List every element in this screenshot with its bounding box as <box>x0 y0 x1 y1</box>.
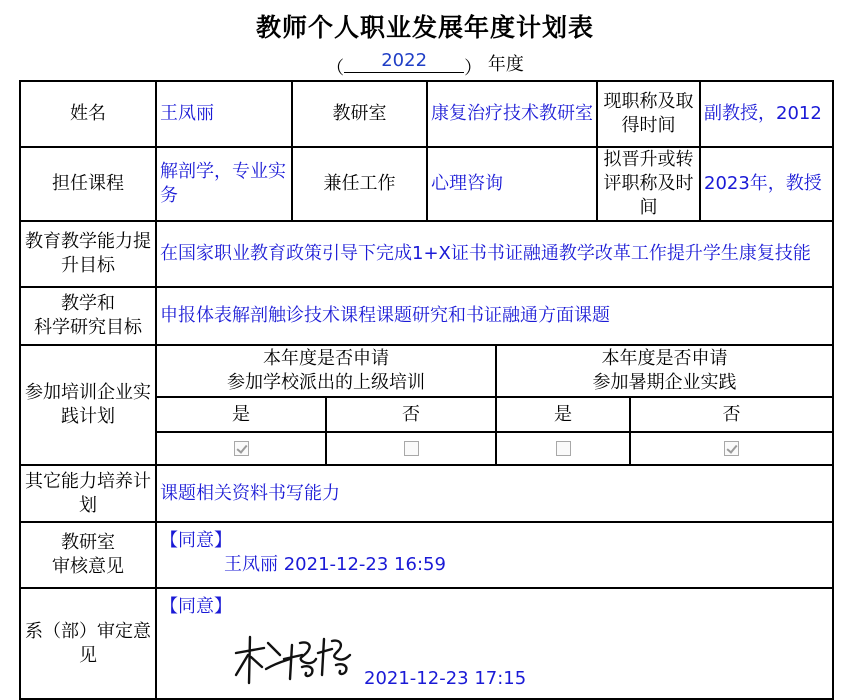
plan-table <box>19 80 834 700</box>
teaching-goal-label: 教育教学能力提升目标 <box>20 221 156 287</box>
teaching-goal-value[interactable]: 在国家职业教育政策引导下完成1+X证书书证融通教学改革工作提升学生康复技能 <box>156 221 833 287</box>
school-no-checkbox[interactable] <box>404 441 419 456</box>
review-label <box>20 522 156 588</box>
research-goal-value[interactable]: 申报体表解剖触诊技术课程课题研究和书证融通方面课题 <box>156 287 833 345</box>
page-title: 教师个人职业发展年度计划表 <box>255 13 594 42</box>
title-value[interactable]: 副教授，2012 <box>700 81 833 147</box>
research-goal-label-line2: 科学研究目标 <box>34 317 142 338</box>
enterprise-no-label: 否 <box>630 397 833 432</box>
review-cell <box>156 522 833 588</box>
enterprise-practice-header-line2: 参加暑期企业实践 <box>592 372 737 393</box>
year-close-paren: ） <box>464 58 483 79</box>
school-training-header-line1: 本年度是否申请 <box>263 348 389 369</box>
review-label-line2: 审核意见 <box>52 556 124 577</box>
review-opinion-block <box>160 529 829 587</box>
year-field[interactable]: 2022 <box>344 50 464 73</box>
enterprise-yes-cell <box>496 432 630 465</box>
enterprise-practice-header-line1: 本年度是否申请 <box>601 348 728 369</box>
promo-value[interactable]: 2023年，教授 <box>700 147 833 221</box>
research-goal-label <box>20 287 156 345</box>
enterprise-yes-checkbox[interactable] <box>556 441 571 456</box>
parttime-label: 兼任工作 <box>292 147 427 221</box>
approval-opinion-block <box>160 595 829 697</box>
school-training-header <box>156 345 496 397</box>
enterprise-yes-label: 是 <box>496 397 630 432</box>
approval-opinion: 【同意】 <box>160 596 232 617</box>
dept-value[interactable]: 康复治疗技术教研室 <box>427 81 597 147</box>
other-ability-label: 其它能力培养计划 <box>20 465 156 522</box>
research-goal-label-line1: 教学和 <box>61 293 115 314</box>
dept-label: 教研室 <box>292 81 427 147</box>
course-value[interactable]: 解剖学，专业实务 <box>156 147 292 221</box>
approval-cell <box>156 588 833 699</box>
promo-label: 拟晋升或转评职称及时间 <box>597 147 700 221</box>
school-yes-cell <box>156 432 326 465</box>
school-training-header-line2: 参加学校派出的上级培训 <box>227 372 425 393</box>
training-label: 参加培训企业实践计划 <box>20 345 156 465</box>
handwritten-signature <box>232 635 362 687</box>
enterprise-no-cell <box>630 432 833 465</box>
school-yes-checkbox[interactable] <box>234 441 249 456</box>
enterprise-practice-header <box>496 345 833 397</box>
year-open-paren: （ <box>326 58 345 79</box>
review-label-line1: 教研室 <box>61 532 115 553</box>
other-ability-value[interactable]: 课题相关资料书写能力 <box>156 465 833 522</box>
enterprise-no-checkbox[interactable] <box>724 441 739 456</box>
year-line <box>0 50 850 77</box>
school-no-label: 否 <box>326 397 496 432</box>
course-label: 担任课程 <box>20 147 156 221</box>
school-no-cell <box>326 432 496 465</box>
title-label: 现职称及取得时间 <box>597 81 700 147</box>
approval-label: 系（部）审定意见 <box>20 588 156 699</box>
review-opinion: 【同意】 <box>160 530 232 551</box>
name-value[interactable]: 王凤丽 <box>156 81 292 147</box>
school-yes-label: 是 <box>156 397 326 432</box>
parttime-value[interactable]: 心理咨询 <box>427 147 597 221</box>
year-suffix: 年度 <box>487 54 524 75</box>
review-signer-time: 王凤丽 2021-12-23 16:59 <box>224 554 446 575</box>
name-label: 姓名 <box>20 81 156 147</box>
approval-time: 2021-12-23 17:15 <box>364 668 527 689</box>
